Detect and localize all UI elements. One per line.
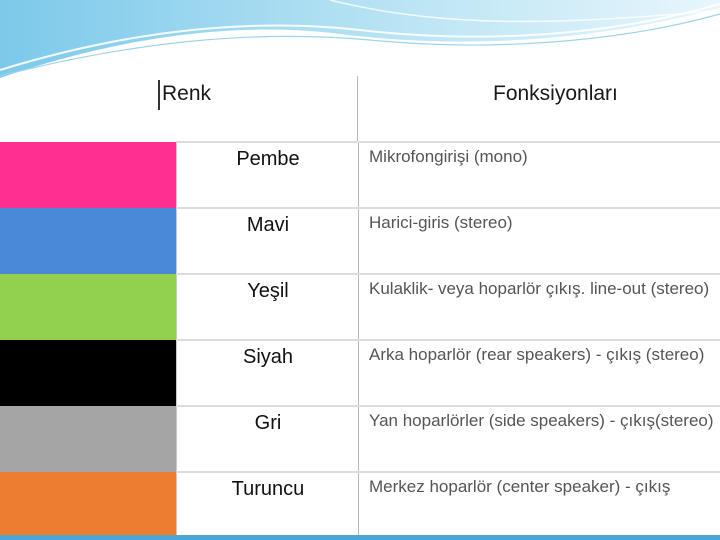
header-column-divider (357, 76, 358, 142)
bottom-accent-bar (0, 535, 720, 540)
color-swatch (0, 406, 176, 472)
color-function: Mikrofongirişi (mono) (358, 142, 720, 208)
color-swatch (0, 340, 176, 406)
header-divider (158, 80, 160, 110)
color-swatch (0, 208, 176, 274)
table-row (0, 274, 720, 340)
table-row (0, 340, 720, 406)
color-function: Merkez hoparlör (center speaker) - çıkış (358, 472, 720, 538)
color-function: Arka hoparlör (rear speakers) - çıkış (stereo) (358, 340, 720, 406)
color-name: Pembe (176, 142, 359, 208)
table-row (0, 472, 720, 538)
row-divider (176, 405, 720, 407)
color-function: Harici-giris (stereo) (358, 208, 720, 274)
color-swatch (0, 142, 176, 208)
row-divider (176, 141, 720, 143)
color-function: Yan hoparlörler (side speakers) - çıkış(stereo) (358, 406, 720, 472)
table-row (0, 142, 720, 208)
table-row (0, 406, 720, 472)
decorative-wave-header (0, 0, 720, 80)
row-divider (176, 471, 720, 473)
color-swatch (0, 472, 176, 538)
header-functions: Fonksiyonları (493, 82, 618, 105)
row-divider (176, 339, 720, 341)
color-name: Gri (176, 406, 359, 472)
color-name: Yeşil (176, 274, 359, 340)
table-row (0, 208, 720, 274)
row-divider (176, 273, 720, 275)
color-function: Kulaklik- veya hoparlör çıkış. line-out (stereo) (358, 274, 720, 340)
header-color: Renk (162, 82, 212, 105)
color-name: Siyah (176, 340, 359, 406)
row-divider (176, 207, 720, 209)
color-name: Turuncu (176, 472, 359, 538)
color-swatch (0, 274, 176, 340)
color-name: Mavi (176, 208, 359, 274)
color-function-table (0, 76, 720, 540)
